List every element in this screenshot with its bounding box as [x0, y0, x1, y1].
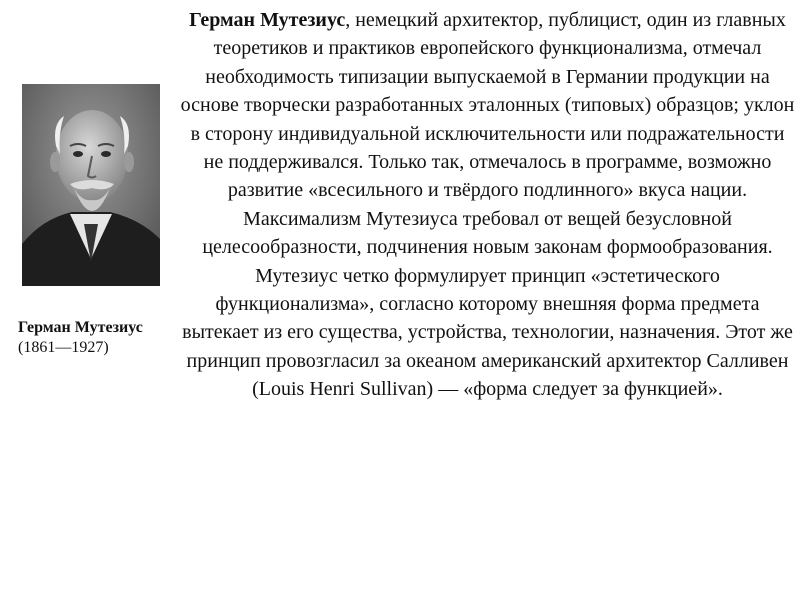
paragraph-2: Максимализм Мутезиуса требовал от вещей безусловной целесообразности, подчинения новым законам формообразования. Мутезиус четко формулирует принцип «эстетического функционализма», согласно которому внешняя форма предмета вытекает из его существа, устройства, технологии, назначения. Этот же принцип провозгласил за океаном американский архитектор Салливен (Louis Henri Sullivan) — «форма следует за функцией».	[182, 207, 793, 401]
paragraph-1	[180, 6, 795, 205]
portrait-photo	[22, 84, 160, 286]
paragraph-1-bold-name: Герман Мутезиус	[189, 9, 346, 31]
body-text	[180, 6, 795, 404]
paragraph-1-text: , немецкий архитектор, публицист, один из главных теоретиков и практиков европейского функционализма, отмечал необходимость типизации выпускаемой в Германии продукции на основе творчески разработанных эталонных (типовых) образцов; уклон в сторону индивидуальной исключительности или подражательности не поддерживался. Только так, отмечалось в программе, возможно развитие «всесильного и твёрдого подлинного» вкуса нации.	[180, 9, 795, 202]
portrait-caption	[18, 318, 168, 358]
caption-years: (1861—1927)	[18, 339, 109, 356]
caption-name: Герман Мутезиус	[18, 319, 143, 336]
portrait-icon	[22, 84, 160, 286]
